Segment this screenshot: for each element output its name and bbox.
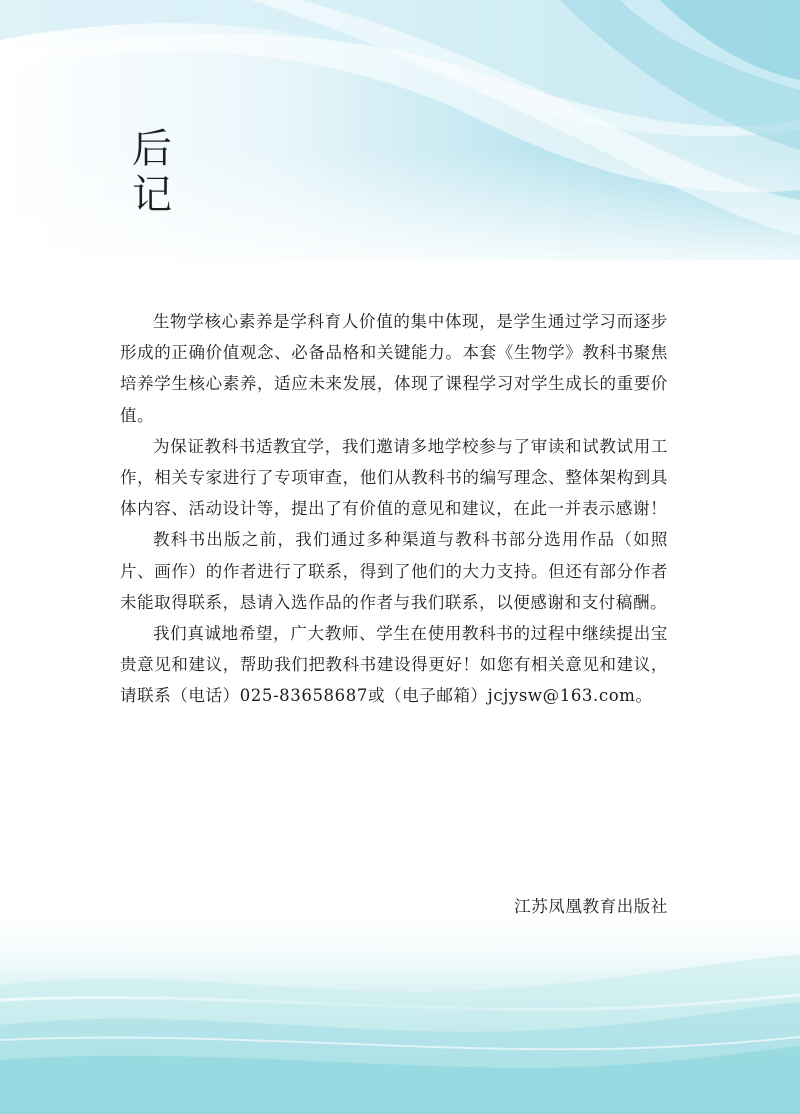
paragraph-4: 我们真诚地希望，广大教师、学生在使用教科书的过程中继续提出宝贵意见和建议，帮助我们把教科书建设得更好！如您有相关意见和建议，请联系（电话）025-83658687或（电子邮箱）jcjysw@163.com。	[120, 624, 668, 706]
paragraph-1: 生物学核心素养是学科育人价值的集中体现，是学生通过学习而逐步形成的正确价值观念、必备品格和关键能力。本套《生物学》教科书聚焦培养学生核心素养，适应未来发展，体现了课程学习对学生成长的重要价值。	[120, 312, 668, 425]
title-char-2: 记	[132, 172, 172, 218]
page-title	[132, 126, 182, 218]
publisher-signature: 江苏凤凰教育出版社	[514, 897, 668, 916]
afterword-body	[120, 306, 668, 712]
paragraph-2: 为保证教科书适教宜学，我们邀请多地学校参与了审读和试教试用工作，相关专家进行了专项审查，他们从教科书的编写理念、整体架构到具体内容、活动设计等，提出了有价值的意见和建议，在此一并表示感谢！	[120, 436, 668, 519]
paragraph-3: 教科书出版之前，我们通过多种渠道与教科书部分选用作品（如照片、画作）的作者进行了联系，得到了他们的大力支持。但还有部分作者未能取得联系，恳请入选作品的作者与我们联系，以便感谢和支付稿酬。	[120, 530, 668, 612]
title-char-1: 后	[132, 126, 172, 172]
